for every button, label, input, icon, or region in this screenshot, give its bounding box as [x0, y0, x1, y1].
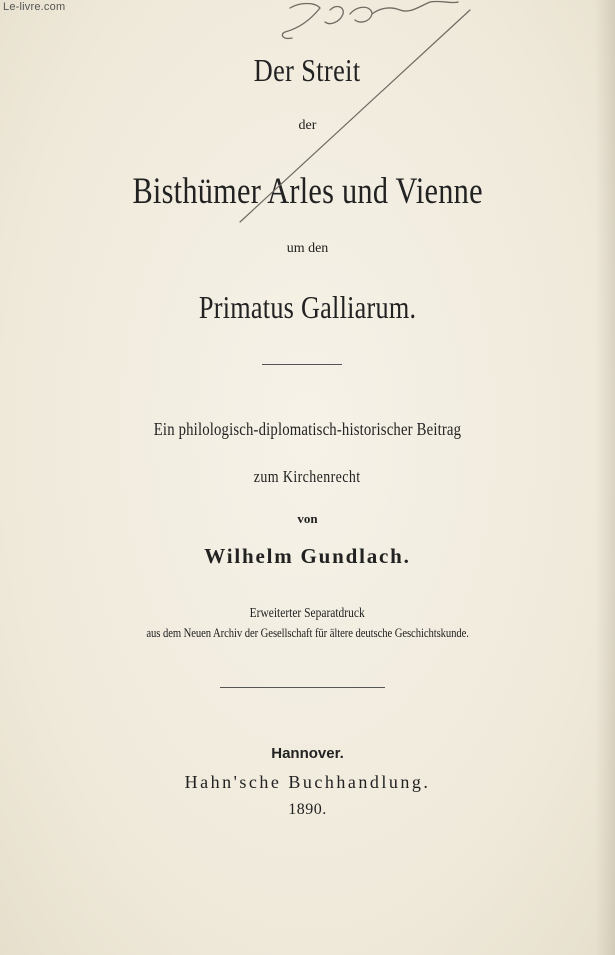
imprint-year: 1890.: [288, 801, 327, 818]
title-line-2: der: [298, 118, 317, 133]
title-main: Bisthümer Arles und Vienne: [132, 171, 483, 212]
author-name: Wilhelm Gundlach.: [204, 544, 411, 568]
divider-rule-bottom: [220, 687, 385, 688]
title-line-4: um den: [286, 241, 329, 256]
imprint-city: Hannover.: [271, 745, 344, 762]
pencil-signature-scrawl: [282, 1, 458, 38]
author-prefix: von: [297, 511, 318, 526]
edition-note-line-2: aus dem Neuen Archiv der Gesellschaft für ältere deutsche Geschichtskunde.: [146, 625, 469, 640]
subtitle-line-2: zum Kirchenrecht: [254, 467, 361, 486]
divider-rule-top: [262, 364, 342, 365]
title-line-5: Primatus Galliarum.: [198, 289, 417, 325]
page-edge-shadow: [595, 0, 615, 955]
subtitle-line-1: Ein philologisch-diplomatisch-historischer Beitrag: [153, 419, 462, 439]
edition-note-line-1: Erweiterter Separatdruck: [249, 606, 366, 621]
title-line-1: Der Streit: [254, 52, 361, 88]
watermark: Le-livre.com: [3, 1, 66, 13]
imprint-publisher: Hahn'sche Buchhandlung.: [184, 772, 431, 792]
